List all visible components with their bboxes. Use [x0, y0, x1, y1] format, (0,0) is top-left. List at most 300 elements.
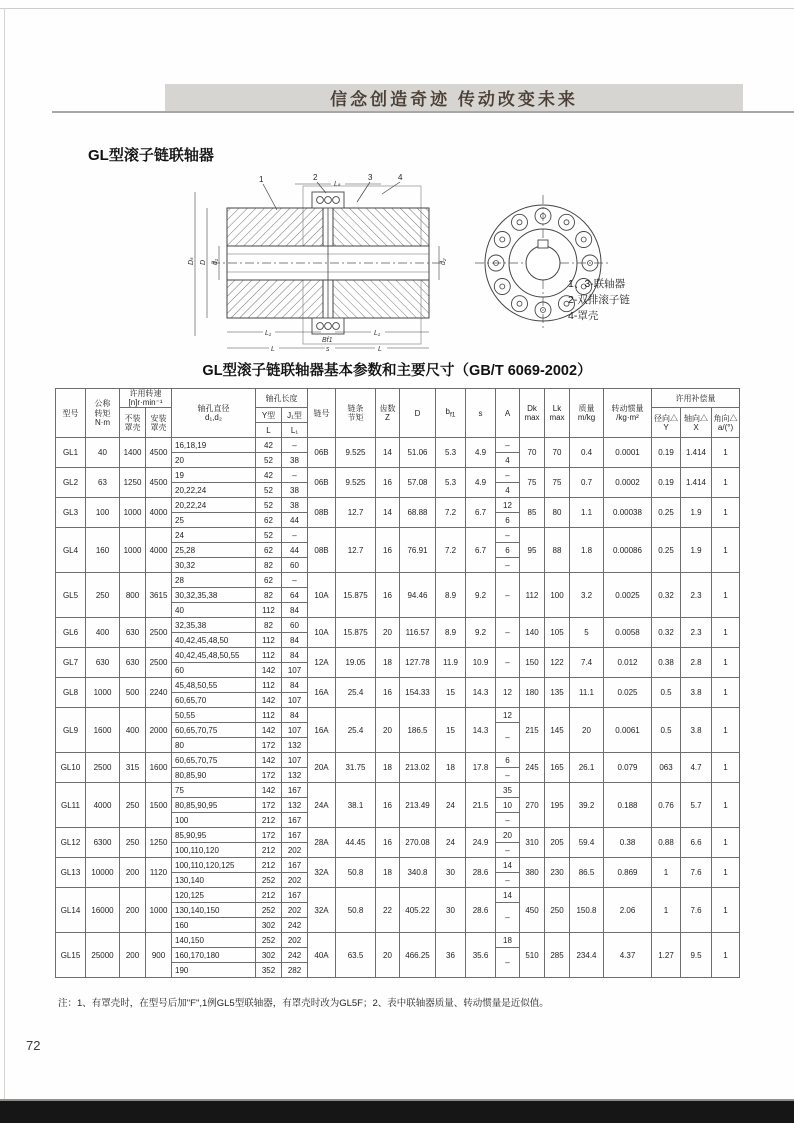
table-cell: GL12: [56, 828, 86, 858]
table-cell: 9.2: [466, 618, 496, 648]
table-cell: 40: [172, 603, 256, 618]
table-cell: 5: [570, 618, 604, 648]
table-cell: 2500: [86, 753, 120, 783]
table-cell: 9.525: [336, 468, 376, 498]
table-cell: 1.9: [681, 498, 712, 528]
table-cell: 25,28: [172, 543, 256, 558]
table-cell: 1: [712, 933, 740, 978]
table-cell: 38: [282, 498, 308, 513]
table-cell: GL9: [56, 708, 86, 753]
header-bore-length: 轴孔长度: [256, 389, 308, 408]
table-cell: 18: [496, 933, 520, 948]
table-cell: 205: [545, 828, 570, 858]
table-cell: 85,90,95: [172, 828, 256, 843]
table-cell: 0.0002: [604, 468, 652, 498]
table-cell: 1120: [146, 858, 172, 888]
table-cell: 310: [520, 828, 545, 858]
table-cell: 140: [520, 618, 545, 648]
table-cell: 36: [436, 933, 466, 978]
table-cell: 202: [282, 903, 308, 918]
table-cell: 142: [256, 693, 282, 708]
table-cell: 0.025: [604, 678, 652, 708]
table-cell: 08B: [308, 498, 336, 528]
banner: [165, 84, 743, 111]
table-cell: 42: [256, 468, 282, 483]
table-cell: 39.2: [570, 783, 604, 828]
table-cell: 4000: [146, 528, 172, 573]
table-cell: 2500: [146, 648, 172, 678]
table-cell: 10A: [308, 573, 336, 618]
dim-l1-right: L₁: [374, 330, 381, 337]
table-row: [56, 468, 740, 483]
table-cell: 200: [120, 933, 146, 978]
table-row: [56, 828, 740, 843]
table-cell: 80,85,90,95: [172, 798, 256, 813]
table-cell: 172: [256, 738, 282, 753]
table-cell: 3.8: [681, 708, 712, 753]
coupling-diagram: [175, 170, 675, 365]
table-cell: 28.6: [466, 858, 496, 888]
table-cell: 145: [545, 708, 570, 753]
table-cell: 22: [376, 888, 400, 933]
table-cell: 450: [520, 888, 545, 933]
table-cell: 84: [282, 633, 308, 648]
table-cell: 1.8: [570, 528, 604, 573]
table-cell: 06B: [308, 468, 336, 498]
table-cell: 9.525: [336, 438, 376, 468]
table-cell: 302: [256, 948, 282, 963]
table-cell: 630: [120, 618, 146, 648]
table-cell: 3615: [146, 573, 172, 618]
table-cell: 105: [545, 618, 570, 648]
spec-table: [55, 388, 740, 978]
table-cell: 245: [520, 753, 545, 783]
table-cell: 800: [120, 573, 146, 618]
table-cell: 10.9: [466, 648, 496, 678]
table-cell: 20: [376, 708, 400, 753]
table-cell: 242: [282, 948, 308, 963]
table-cell: 213.49: [400, 783, 436, 828]
table-cell: 3.2: [570, 573, 604, 618]
header-compensation: 许用补偿量: [652, 389, 740, 408]
table-cell: 0.079: [604, 753, 652, 783]
table-cell: 4.37: [604, 933, 652, 978]
table-cell: 18: [376, 753, 400, 783]
table-cell: 1: [712, 498, 740, 528]
table-cell: 107: [282, 723, 308, 738]
table-cell: 400: [120, 708, 146, 753]
table-cell: 1.27: [652, 933, 681, 978]
table-cell: 20: [496, 828, 520, 843]
table-cell: 70: [520, 438, 545, 468]
table-cell: 44: [282, 543, 308, 558]
table-cell: 0.4: [570, 438, 604, 468]
table-cell: 20,22,24: [172, 483, 256, 498]
table-cell: 9.5: [681, 933, 712, 978]
table-cell: 11.1: [570, 678, 604, 708]
table-cell: 44: [282, 513, 308, 528]
header-axial: 轴向△ X: [681, 408, 712, 438]
table-cell: 82: [256, 618, 282, 633]
table-cell: GL11: [56, 783, 86, 828]
table-cell: –: [496, 618, 520, 648]
table-cell: 28.6: [466, 888, 496, 933]
table-cell: 19.05: [336, 648, 376, 678]
table-cell: 2.06: [604, 888, 652, 933]
table-cell: 8.9: [436, 573, 466, 618]
table-cell: 4: [496, 453, 520, 468]
table-cell: 2.8: [681, 648, 712, 678]
table-cell: 26.1: [570, 753, 604, 783]
table-cell: 16: [376, 678, 400, 708]
table-row: [56, 933, 740, 948]
table-cell: 150.8: [570, 888, 604, 933]
table-cell: 282: [282, 963, 308, 978]
table-cell: GL1: [56, 438, 86, 468]
callout-3: 3: [368, 173, 373, 182]
dim-lk: Lₖ: [334, 181, 341, 188]
table-cell: 900: [146, 933, 172, 978]
table-row: [56, 858, 740, 873]
table-cell: 160: [86, 528, 120, 573]
table-cell: 0.0001: [604, 438, 652, 468]
table-cell: 250: [120, 828, 146, 858]
table-cell: 2240: [146, 678, 172, 708]
table-cell: 212: [256, 813, 282, 828]
header-bore-dia: 轴孔直径 d₁,d₂: [172, 389, 256, 438]
table-cell: 466.25: [400, 933, 436, 978]
table-cell: 212: [256, 888, 282, 903]
header-speed: 许用转速 [n]r·min⁻¹: [120, 389, 172, 408]
table-cell: 1250: [120, 468, 146, 498]
table-cell: 100,110,120,125: [172, 858, 256, 873]
callout-2: 2: [313, 173, 318, 182]
table-cell: 76.91: [400, 528, 436, 573]
table-cell: 24: [436, 783, 466, 828]
table-cell: 195: [545, 783, 570, 828]
table-cell: 1000: [120, 528, 146, 573]
table-cell: 7.2: [436, 528, 466, 573]
table-cell: 50.8: [336, 858, 376, 888]
table-cell: 150: [520, 648, 545, 678]
table-cell: 285: [545, 933, 570, 978]
table-cell: 6: [496, 753, 520, 768]
header-torque: 公称 转矩 N·m: [86, 389, 120, 438]
table-cell: 80: [545, 498, 570, 528]
table-cell: 4500: [146, 468, 172, 498]
table-cell: 167: [282, 813, 308, 828]
table-cell: 24.9: [466, 828, 496, 858]
table-cell: 60: [282, 558, 308, 573]
table-cell: 2.3: [681, 618, 712, 648]
table-cell: 112: [256, 648, 282, 663]
table-cell: 3.8: [681, 678, 712, 708]
dim-s: s: [326, 346, 330, 353]
table-cell: 06B: [308, 438, 336, 468]
table-cell: GL15: [56, 933, 86, 978]
table-title: GL型滚子链联轴器基本参数和主要尺寸（GB/T 6069-2002）: [202, 363, 592, 379]
table-cell: 5.3: [436, 468, 466, 498]
table-cell: 20A: [308, 753, 336, 783]
table-cell: 315: [120, 753, 146, 783]
table-cell: 75: [172, 783, 256, 798]
table-cell: 84: [282, 678, 308, 693]
table-cell: 19: [172, 468, 256, 483]
table-cell: –: [496, 873, 520, 888]
table-cell: 6300: [86, 828, 120, 858]
table-cell: 75: [520, 468, 545, 498]
table-cell: –: [496, 903, 520, 933]
table-cell: 1600: [146, 753, 172, 783]
header-D: D: [400, 389, 436, 438]
table-cell: 0.5: [652, 678, 681, 708]
table-cell: 5.7: [681, 783, 712, 828]
table-cell: 6.7: [466, 498, 496, 528]
table-cell: 14.3: [466, 678, 496, 708]
table-cell: 80,85,90: [172, 768, 256, 783]
table-row: [56, 708, 740, 723]
table-cell: 200: [120, 858, 146, 888]
header-A: A: [496, 389, 520, 438]
table-cell: GL14: [56, 888, 86, 933]
table-cell: 112: [256, 678, 282, 693]
header-s: s: [466, 389, 496, 438]
header-speed-no-cover: 不装 罩壳: [120, 408, 146, 438]
table-cell: 0.5: [652, 708, 681, 753]
table-cell: 1: [712, 888, 740, 933]
table-cell: 18: [436, 753, 466, 783]
table-cell: 40: [86, 438, 120, 468]
table-body: [56, 438, 740, 978]
table-cell: 140,150: [172, 933, 256, 948]
table-cell: 28A: [308, 828, 336, 858]
table-cell: 32A: [308, 858, 336, 888]
table-cell: 100: [86, 498, 120, 528]
table-cell: 1000: [120, 498, 146, 528]
table-cell: 352: [256, 963, 282, 978]
table-cell: 15.875: [336, 618, 376, 648]
table-cell: 25: [172, 513, 256, 528]
table-cell: 190: [172, 963, 256, 978]
table-cell: 20: [376, 618, 400, 648]
table-cell: 340.8: [400, 858, 436, 888]
table-cell: 17.8: [466, 753, 496, 783]
table-cell: 250: [545, 888, 570, 933]
table-cell: 112: [256, 633, 282, 648]
table-row: [56, 783, 740, 798]
table-cell: 1.9: [681, 528, 712, 573]
table-cell: 12: [496, 498, 520, 513]
table-cell: 1.1: [570, 498, 604, 528]
table-cell: 60,65,70,75: [172, 753, 256, 768]
header-L: L: [256, 423, 282, 438]
table-cell: 60,65,70,75: [172, 723, 256, 738]
table-cell: 116.57: [400, 618, 436, 648]
table-cell: 95: [520, 528, 545, 573]
header-pitch: 链条 节矩: [336, 389, 376, 438]
table-cell: 100: [172, 813, 256, 828]
legend-line-3: 4-罩壳: [568, 310, 599, 322]
table-cell: 28: [172, 573, 256, 588]
table-cell: 0.7: [570, 468, 604, 498]
table-cell: 08B: [308, 528, 336, 573]
table-cell: 135: [545, 678, 570, 708]
table-row: [56, 498, 740, 513]
table-cell: –: [496, 768, 520, 783]
table-cell: 212: [256, 858, 282, 873]
dim-bf1: Bf1: [322, 337, 333, 344]
table-cell: 20: [376, 933, 400, 978]
header-L1: L₁: [282, 423, 308, 438]
table-cell: 172: [256, 828, 282, 843]
table-cell: 0.0058: [604, 618, 652, 648]
table-cell: 0.32: [652, 618, 681, 648]
table-cell: 88: [545, 528, 570, 573]
table-cell: 160: [172, 918, 256, 933]
table-cell: 16A: [308, 678, 336, 708]
table-cell: 100: [545, 573, 570, 618]
table-cell: 202: [282, 873, 308, 888]
table-cell: 14: [496, 858, 520, 873]
table-cell: 1: [712, 648, 740, 678]
table-cell: 0.76: [652, 783, 681, 828]
table-cell: 7.4: [570, 648, 604, 678]
table-cell: 11.9: [436, 648, 466, 678]
diagram-legend: [568, 276, 630, 324]
header-angular: 角向△ a/(°): [712, 408, 740, 438]
table-cell: 107: [282, 753, 308, 768]
table-cell: 230: [545, 858, 570, 888]
table-cell: 0.00086: [604, 528, 652, 573]
header-teeth: 齿数 Z: [376, 389, 400, 438]
table-cell: 7.6: [681, 888, 712, 933]
table-cell: GL8: [56, 678, 86, 708]
table-cell: 62: [256, 573, 282, 588]
table-cell: 12.7: [336, 528, 376, 573]
table-cell: GL4: [56, 528, 86, 573]
table-cell: 1: [652, 858, 681, 888]
table-cell: 8.9: [436, 618, 466, 648]
table-cell: 167: [282, 783, 308, 798]
legend-line-1: 1、3-联轴器: [568, 278, 626, 290]
table-cell: 84: [282, 648, 308, 663]
legend-line-2: 2-双排滚子链: [568, 294, 630, 306]
page-top-rule: [0, 8, 794, 9]
table-cell: 52: [256, 528, 282, 543]
table-cell: 165: [545, 753, 570, 783]
table-cell: 1250: [146, 828, 172, 858]
table-cell: 302: [256, 918, 282, 933]
table-cell: 2000: [146, 708, 172, 753]
table-cell: 142: [256, 723, 282, 738]
table-cell: 120,125: [172, 888, 256, 903]
table-cell: 10: [496, 798, 520, 813]
table-cell: 132: [282, 798, 308, 813]
table-cell: GL13: [56, 858, 86, 888]
table-cell: 0.25: [652, 528, 681, 573]
table-cell: GL2: [56, 468, 86, 498]
table-cell: 60,65,70: [172, 693, 256, 708]
table-cell: 1: [712, 708, 740, 753]
callout-1: 1: [259, 175, 264, 184]
table-cell: 50,55: [172, 708, 256, 723]
table-cell: 7.2: [436, 498, 466, 528]
callout-4: 4: [398, 173, 403, 182]
header-mass: 质量 m/kg: [570, 389, 604, 438]
header-model: 型号: [56, 389, 86, 438]
table-cell: 630: [120, 648, 146, 678]
table-cell: GL10: [56, 753, 86, 783]
table-cell: –: [282, 468, 308, 483]
table-cell: 130,140: [172, 873, 256, 888]
table-cell: 242: [282, 918, 308, 933]
table-cell: 142: [256, 783, 282, 798]
table-cell: 12: [496, 678, 520, 708]
table-cell: 82: [256, 558, 282, 573]
table-cell: 400: [86, 618, 120, 648]
table-cell: 14: [376, 438, 400, 468]
table-cell: 30: [436, 858, 466, 888]
table-cell: 94.46: [400, 573, 436, 618]
table-cell: 18: [376, 858, 400, 888]
table-cell: 85: [520, 498, 545, 528]
table-cell: 202: [282, 933, 308, 948]
table-cell: –: [496, 558, 520, 573]
table-cell: 063: [652, 753, 681, 783]
table-cell: 167: [282, 828, 308, 843]
table-cell: 1: [712, 858, 740, 888]
table-cell: 500: [120, 678, 146, 708]
dim-l1-left: L₁: [265, 330, 272, 337]
page-number: 72: [26, 1038, 41, 1053]
footnote: 注：1、有罩壳时，在型号后加"F",1例GL5型联轴器，有罩壳时改为GL5F；2、表中联轴器质量、转动惯量是近似值。: [58, 998, 549, 1009]
table-cell: 51.06: [400, 438, 436, 468]
table-row: [56, 438, 740, 453]
table-cell: 60: [282, 618, 308, 633]
table-cell: 1.414: [681, 438, 712, 468]
table-cell: 70: [545, 438, 570, 468]
table-cell: 1000: [146, 888, 172, 933]
table-cell: 252: [256, 933, 282, 948]
header-chain-no: 链号: [308, 389, 336, 438]
table-cell: 16A: [308, 708, 336, 753]
table-cell: 80: [172, 738, 256, 753]
table-cell: 14: [376, 498, 400, 528]
table-cell: 42: [256, 438, 282, 453]
table-cell: 63.5: [336, 933, 376, 978]
table-cell: 180: [520, 678, 545, 708]
table-cell: 4.9: [466, 468, 496, 498]
table-cell: 75: [545, 468, 570, 498]
table-header: [56, 389, 740, 438]
table-cell: 18: [376, 648, 400, 678]
table-cell: 4: [496, 483, 520, 498]
table-cell: 127.78: [400, 648, 436, 678]
table-cell: 630: [86, 648, 120, 678]
table-cell: 270: [520, 783, 545, 828]
table-cell: 0.38: [604, 828, 652, 858]
table-row: [56, 648, 740, 663]
table-cell: 0.19: [652, 438, 681, 468]
table-cell: –: [282, 573, 308, 588]
table-cell: 172: [256, 798, 282, 813]
table-cell: 510: [520, 933, 545, 978]
table-cell: 1: [712, 438, 740, 468]
table-cell: 44.45: [336, 828, 376, 858]
table-cell: 10A: [308, 618, 336, 648]
dim-l-left: L: [271, 346, 275, 353]
table-row: [56, 573, 740, 588]
